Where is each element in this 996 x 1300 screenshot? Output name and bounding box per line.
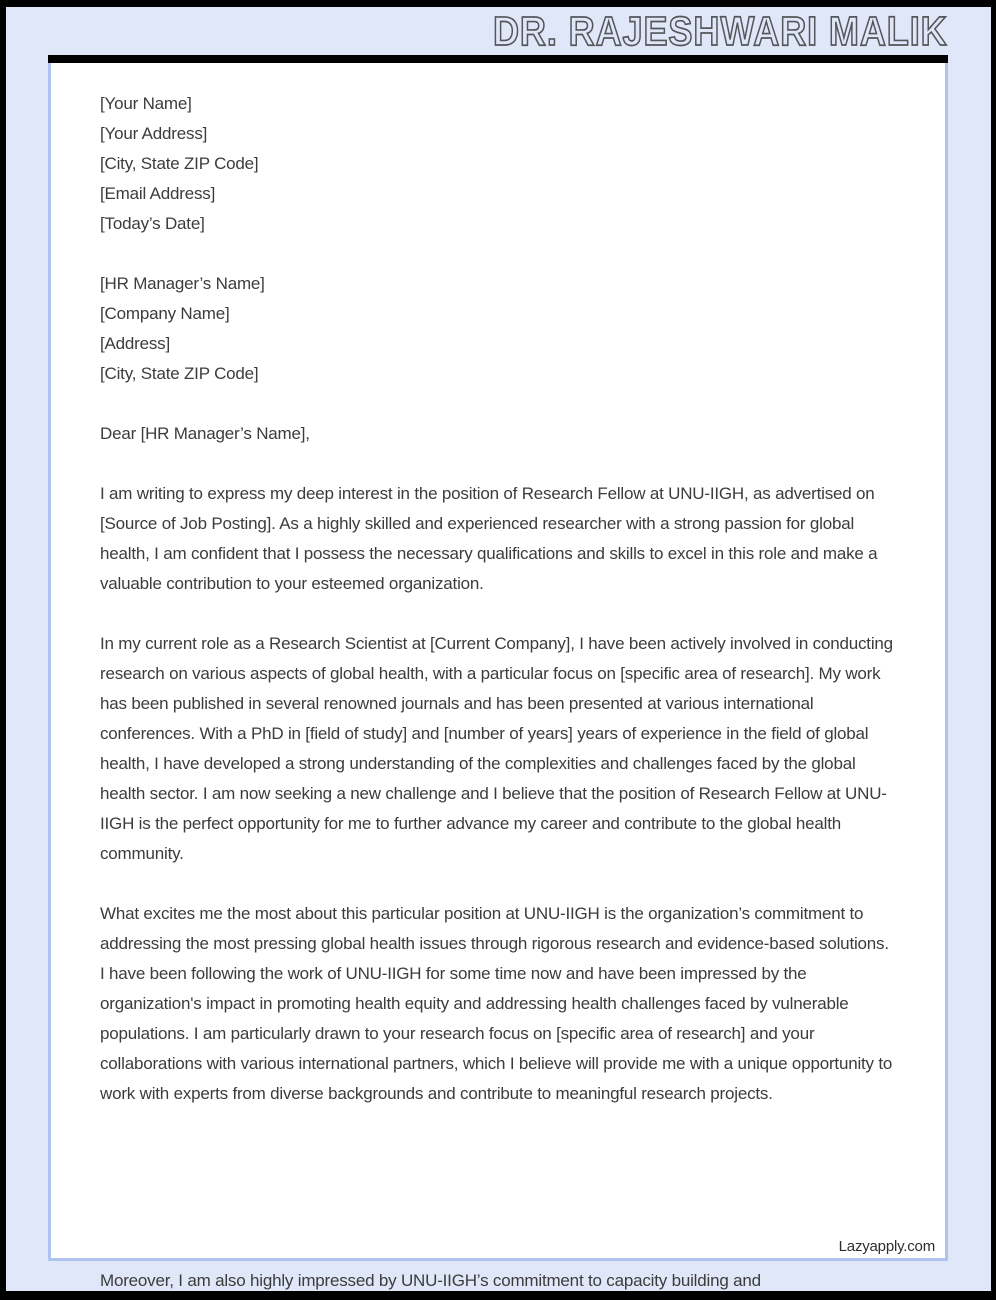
recipient-address-block <box>100 269 896 389</box>
sender-date-line: [Today’s Date] <box>100 214 205 233</box>
letter-body <box>100 89 896 1109</box>
frame-top-border <box>0 0 996 7</box>
sender-email-line: [Email Address] <box>100 184 216 203</box>
page2-overflow-line: Moreover, I am also highly impressed by UNU-IIGH’s commitment to capacity building and <box>100 1271 761 1290</box>
sender-name-line: [Your Name] <box>100 94 192 113</box>
paragraph-motivation: What excites me the most about this particular position at UNU-IIGH is the organization’s commitment to addressing the most pressing global health issues through rigorous research and evidence-based solutions. I have been following the work of UNU-IIGH for some time now and have been impressed by the organization's impact in promoting health equity and addressing health challenges faced by vulnerable populations. I am particularly drawn to your research focus on [specific area of research] and your collaborations with various international partners, which I believe will provide me with a unique opportunity to work with experts from diverse backgrounds and contribute to meaningful research projects. <box>100 904 893 1103</box>
paragraph-intro: I am writing to express my deep interest in the position of Research Fellow at UNU-IIGH, as advertised on [Source of Job Posting]. As a highly skilled and experienced researcher with a strong passion for global health, I am confident that I possess the necessary qualifications and skills to excel in this role and make a valuable contribution to your esteemed organization. <box>100 484 878 593</box>
frame-left-border <box>0 0 6 1300</box>
recipient-address-line: [Address] <box>100 334 171 353</box>
recipient-company-line: [Company Name] <box>100 304 230 323</box>
recipient-name-line: [HR Manager’s Name] <box>100 274 265 293</box>
header-divider-rule <box>48 55 948 63</box>
paragraph-experience: In my current role as a Research Scientist at [Current Company], I have been actively involved in conducting research on various aspects of global health, with a particular focus on [specific area of research]. My work has been published in several renowned journals and has been presented at various international conferences. With a PhD in [field of study] and [number of years] years of experience in the field of global health, I have developed a strong understanding of the complexities and challenges faced by the global health sector. I am now seeking a new challenge and I believe that the position of Research Fellow at UNU-IIGH is the perfect opportunity for me to further advance my career and contribute to the global health community. <box>100 634 893 863</box>
frame-bottom-border <box>0 1291 996 1300</box>
sender-address-block <box>100 89 896 239</box>
sender-address-line: [Your Address] <box>100 124 208 143</box>
salutation: Dear [HR Manager’s Name], <box>100 424 310 443</box>
lazyapply-watermark: Lazyapply.com <box>838 1238 935 1255</box>
sender-city-line: [City, State ZIP Code] <box>100 154 259 173</box>
recipient-city-line: [City, State ZIP Code] <box>100 364 259 383</box>
frame-right-border <box>991 0 996 1300</box>
header-author-name: DR. RAJESHWARI MALIK <box>493 8 948 54</box>
